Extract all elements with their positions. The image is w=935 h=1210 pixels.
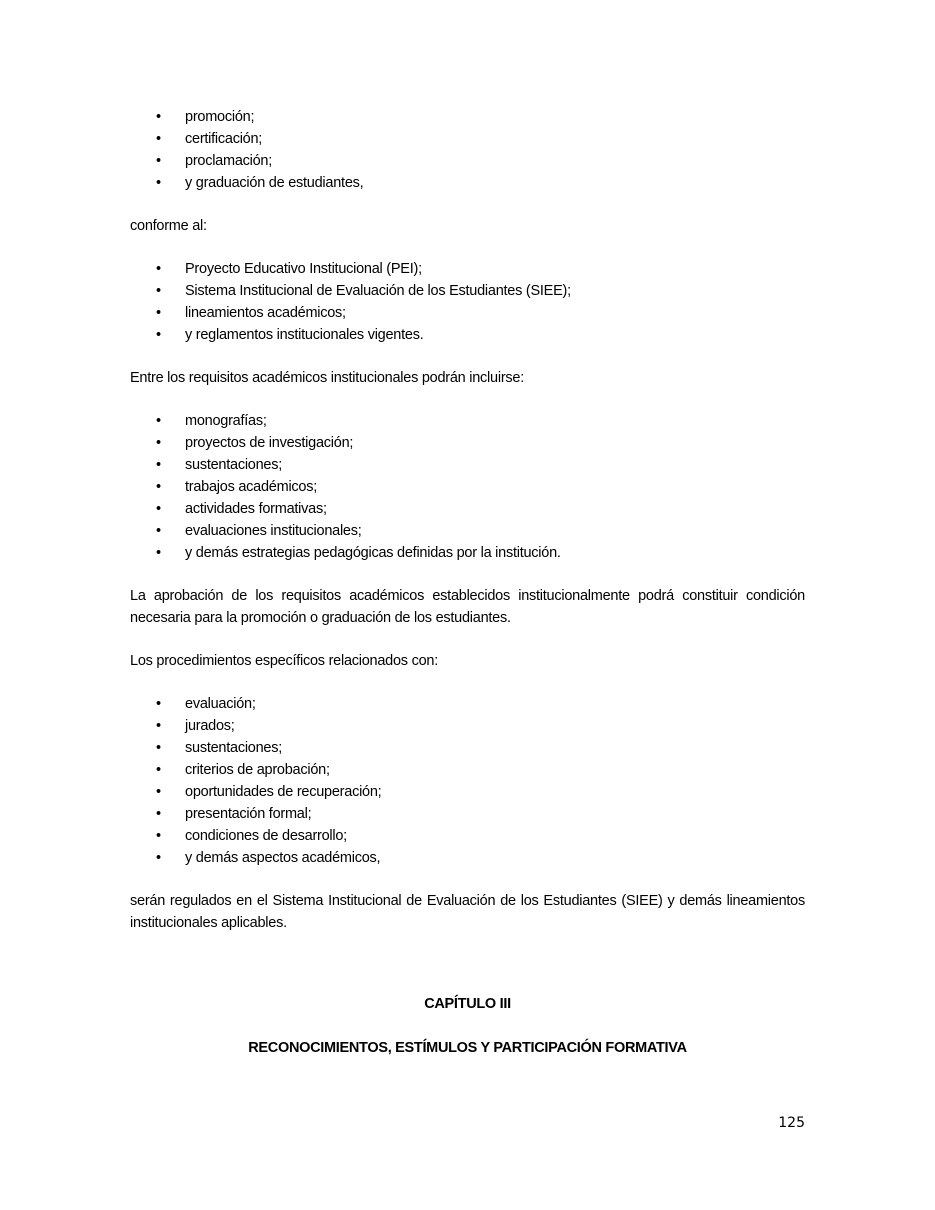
list-item: • trabajos académicos; [130, 476, 805, 498]
list-item: • monografías; [130, 410, 805, 432]
list-item: • presentación formal; [130, 803, 805, 825]
list-item: • y reglamentos institucionales vigentes. [130, 324, 805, 346]
list-item: • Sistema Institucional de Evaluación de los Estudiantes (SIEE); [130, 280, 805, 302]
list-item: • oportunidades de recuperación; [130, 781, 805, 803]
page-number: 125 [778, 1115, 805, 1131]
bullet-list-requirements [130, 410, 805, 564]
list-item: • promoción; [130, 106, 805, 128]
document-body [130, 106, 805, 934]
chapter-title: RECONOCIMIENTOS, ESTÍMULOS Y PARTICIPACIÓN FORMATIVA [248, 1040, 687, 1056]
paragraph-requirements-intro: Entre los requisitos académicos institucionales podrán incluirse: [130, 370, 524, 386]
list-item: • proclamación; [130, 150, 805, 172]
list-item: • Proyecto Educativo Institucional (PEI); [130, 258, 805, 280]
paragraph-regulation: serán regulados en el Sistema Institucional de Evaluación de los Estudiantes (SIEE) y demás lineamientos institucionales aplicables. [130, 893, 805, 931]
bullet-list-outcomes [130, 106, 805, 194]
paragraph-conforme: conforme al: [130, 218, 207, 234]
list-item: • certificación; [130, 128, 805, 150]
list-item: • lineamientos académicos; [130, 302, 805, 324]
bullet-list-frameworks [130, 258, 805, 346]
list-item: • actividades formativas; [130, 498, 805, 520]
list-item: • y graduación de estudiantes, [130, 172, 805, 194]
bullet-list-procedures [130, 693, 805, 869]
list-item: • condiciones de desarrollo; [130, 825, 805, 847]
list-item: • y demás estrategias pedagógicas definidas por la institución. [130, 542, 805, 564]
list-item: • jurados; [130, 715, 805, 737]
paragraph-approval: La aprobación de los requisitos académicos establecidos institucionalmente podrá constituir condición necesaria para la promoción o graduación de los estudiantes. [130, 588, 805, 626]
list-item: • sustentaciones; [130, 737, 805, 759]
list-item: • proyectos de investigación; [130, 432, 805, 454]
paragraph-procedures-intro: Los procedimientos específicos relacionados con: [130, 653, 438, 669]
list-item: • criterios de aprobación; [130, 759, 805, 781]
list-item: • evaluación; [130, 693, 805, 715]
list-item: • sustentaciones; [130, 454, 805, 476]
chapter-heading: CAPÍTULO III [424, 996, 511, 1012]
list-item: • evaluaciones institucionales; [130, 520, 805, 542]
list-item: • y demás aspectos académicos, [130, 847, 805, 869]
